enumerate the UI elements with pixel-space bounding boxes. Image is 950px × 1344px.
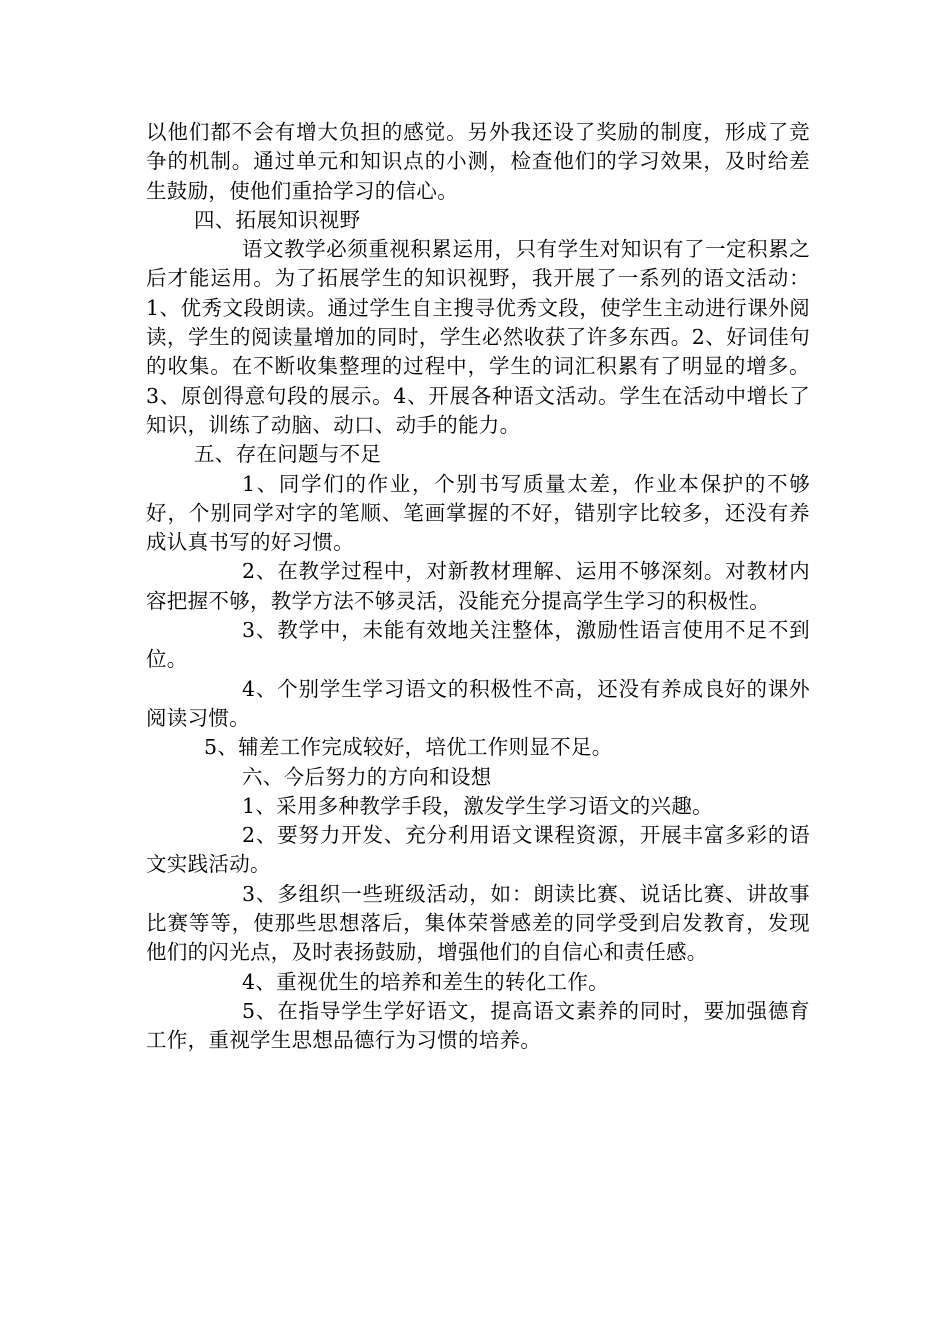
plan-item-4: 4、重视优生的培养和差生的转化工作。 [242, 969, 609, 994]
problem-item-3: 3、教学中，未能有效地关注整体，激励性语言使用不足不到位。 [146, 618, 810, 672]
problem-item-5: 5、辅差工作完成较好，培优工作则显不足。 [204, 735, 613, 760]
plan-item-5: 5、在指导学生学好语文，提高语文素养的同时，要加强德育工作，重视学生思想品德行为习惯的培养。 [146, 998, 810, 1053]
problem-item-1: 1、同学们的作业，个别书写质量太差，作业本保护的不够好，个别同学对字的笔顺、笔画掌握的不好，错别字比较多，还没有养成认真书写的好习惯。 [146, 471, 810, 555]
section-heading-4: 四、拓展知识视野 [194, 207, 361, 232]
plan-item-3: 3、多组织一些班级活动，如：朗读比赛、说话比赛、讲故事比赛等等，使那些思想落后，集体荣誉感差的同学受到启发教育，发现他们的闪光点，及时表扬鼓励，增强他们的自信心和责任感。 [146, 881, 810, 965]
problem-item-2: 2、在教学过程中，对新教材理解、运用不够深刻。对教材内容把握不够，教学方法不够灵活，没能充分提高学生学习的积极性。 [146, 559, 810, 613]
problem-item-4: 4、个别学生学习语文的积极性不高，还没有养成良好的课外阅读习惯。 [146, 676, 810, 730]
section-heading-5: 五、存在问题与不足 [194, 442, 382, 467]
paragraph-continuation: 以他们都不会有增大负担的感觉。另外我还设了奖励的制度，形成了竞争的机制。通过单元和知识点的小测，检查他们的学习效果，及时给差生鼓励，使他们重拾学习的信心。 [146, 120, 810, 203]
document-body [146, 118, 810, 1056]
section-heading-6: 六、今后努力的方向和设想 [242, 764, 492, 789]
paragraph-knowledge-expansion: 语文教学必须重视积累运用，只有学生对知识有了一定积累之后才能运用。为了拓展学生的知识视野，我开展了一系列的语文活动：1、优秀文段朗读。通过学生自主搜寻优秀文段，使学生主动进行课外阅读，学生的阅读量增加的同时，学生必然收获了许多东西。2、好词佳句的收集。在不断收集整理的过程中，学生的词汇积累有了明显的增多。3、原创得意句段的展示。4、开展各种语文活动。学生在活动中增长了知识，训练了动脑、动口、动手的能力。 [146, 237, 810, 437]
plan-item-2: 2、要努力开发、充分利用语文课程资源，开展丰富多彩的语文实践活动。 [146, 823, 810, 877]
plan-item-1: 1、采用多种教学手段，激发学生学习语文的兴趣。 [242, 793, 713, 818]
